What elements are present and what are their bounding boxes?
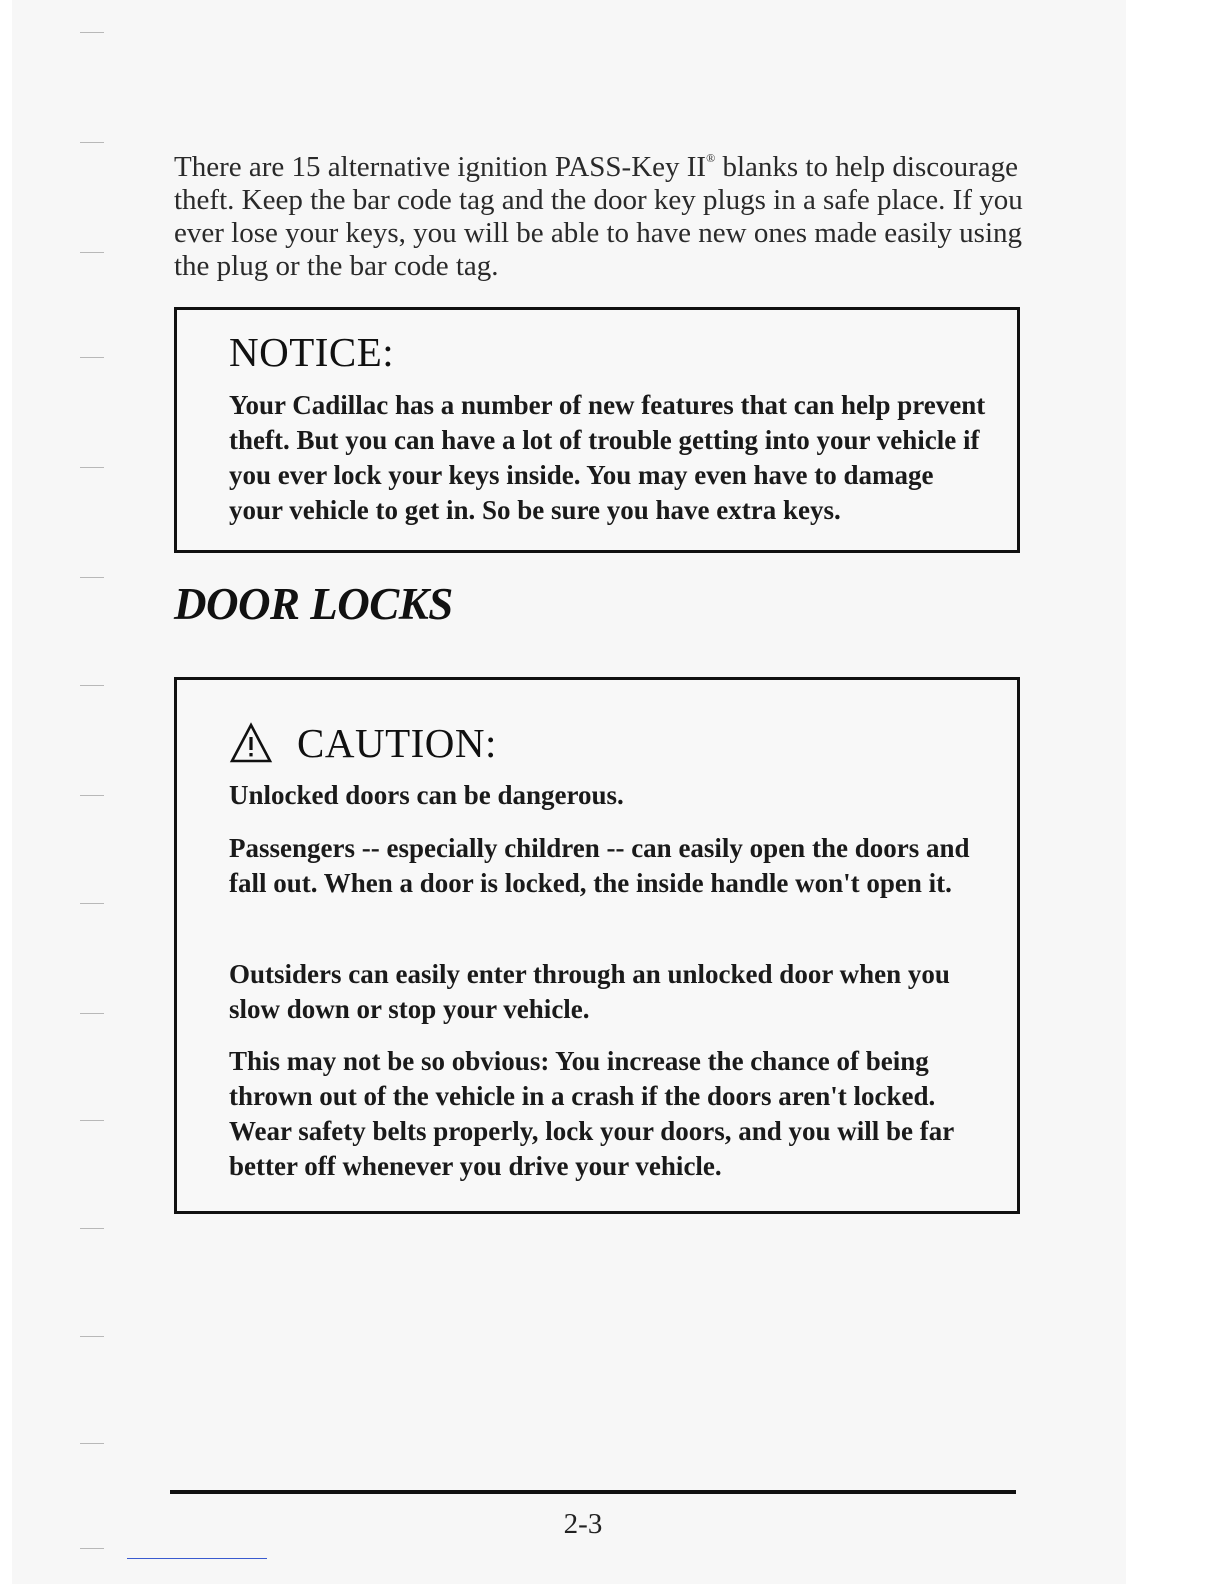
caution-header xyxy=(229,716,497,770)
margin-tick xyxy=(80,1013,104,1014)
margin-tick xyxy=(80,252,104,253)
page-number: 2-3 xyxy=(563,1508,603,1540)
notice-box xyxy=(174,307,1020,553)
page-sheet xyxy=(12,0,1126,1584)
warning-triangle-icon xyxy=(229,722,273,764)
caution-box xyxy=(174,677,1020,1214)
caution-paragraph: Outsiders can easily enter through an unlocked door when you slow down or stop your vehicle. xyxy=(229,959,950,1024)
caution-paragraph: This may not be so obvious: You increase the chance of being thrown out of the vehicle in a crash if the doors aren't locked. Wear safety belts properly, lock your doors, and you will be far better off whenever you drive your vehicle. xyxy=(229,1046,954,1181)
margin-tick xyxy=(80,467,104,468)
notice-heading: NOTICE: xyxy=(229,329,395,375)
binding-margin-ticks xyxy=(74,0,114,1584)
margin-tick xyxy=(80,1548,104,1549)
caution-paragraph: Passengers -- especially children -- can easily open the doors and fall out. When a door is locked, the inside handle won't open it. xyxy=(229,833,970,898)
margin-tick xyxy=(80,903,104,904)
margin-tick xyxy=(80,32,104,33)
intro-text-end: blanks to help discourage theft. Keep the bar code tag and the door key plugs in a safe place. If you ever lose your keys, you will be able to have new ones made easily using the plug or the bar code tag. xyxy=(174,151,1023,282)
margin-tick xyxy=(80,357,104,358)
margin-tick xyxy=(80,577,104,578)
registered-mark: ® xyxy=(706,151,716,165)
intro-paragraph xyxy=(174,142,1024,283)
margin-tick xyxy=(80,142,104,143)
margin-tick xyxy=(80,795,104,796)
caution-paragraph: Unlocked doors can be dangerous. xyxy=(229,780,624,810)
intro-text-start: There are 15 alternative ignition PASS-Key II xyxy=(174,151,707,183)
margin-tick xyxy=(80,1120,104,1121)
bottom-divider-line xyxy=(127,1558,267,1559)
margin-tick xyxy=(80,1336,104,1337)
margin-tick xyxy=(80,1228,104,1229)
caution-heading: CAUTION: xyxy=(297,720,497,766)
footer-rule xyxy=(170,1490,1016,1494)
section-title: DOOR LOCKS xyxy=(174,579,453,629)
notice-text: Your Cadillac has a number of new features that can help prevent theft. But you can have a lot of trouble getting into your vehicle if you ever lock your keys inside. You may even have to damage your vehicle to get in. So be sure you have extra keys. xyxy=(229,390,986,525)
margin-tick xyxy=(80,685,104,686)
margin-tick xyxy=(80,1443,104,1444)
